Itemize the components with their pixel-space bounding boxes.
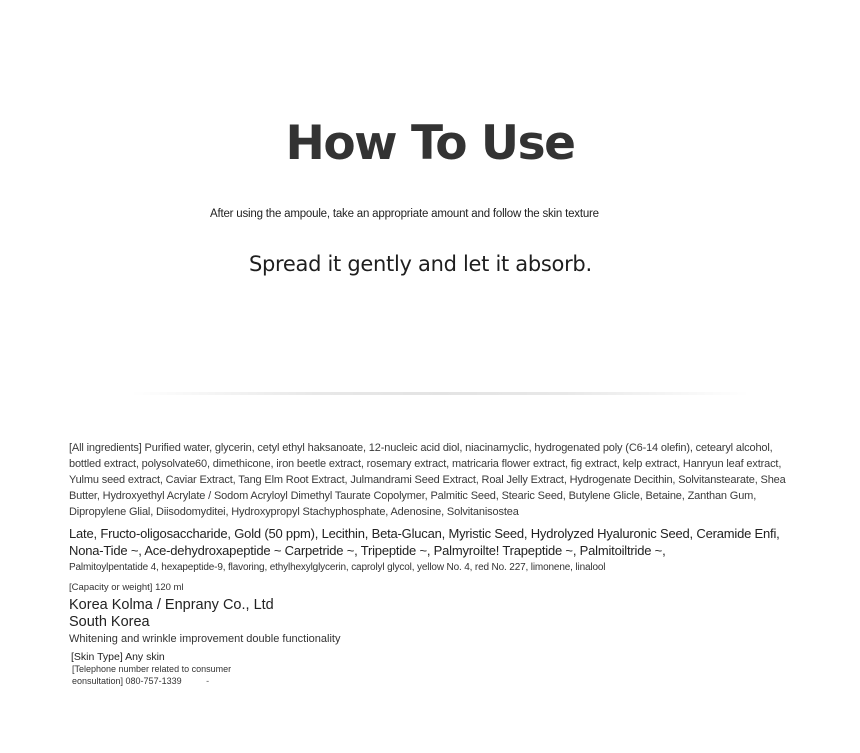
- usage-instruction-line-2: Spread it gently and let it absorb.: [249, 252, 592, 276]
- country-of-origin: South Korea: [69, 614, 150, 630]
- ingredients-list: [All ingredients] Purified water, glycerin, cetyl ethyl haksanoate, 12-nucleic acid diol, niacinamyclic, hydrogenated poly (C6-14 olefin), cetearyl alcohol, bottled extract, polysolvate60, dimethicone, iron beetle extract, rosemary extract, matricaria flower extract, fig extract, kelp extract, Hanryun leaf extract, Yulmu seed extract, Caviar Extract, Tang Elm Root Extract, Julmandrami Seed Extract, Roal Jelly Extract, Hydrogenate Decithin, Solvitanstearate, Shea Butter, Hydroxyethyl Acrylate / Sodom Acryloyl Dimethyl Taurate Copolymer, Palmitic Seed, Stearic Seed, Butylene Glicle, Betaine, Zanthan Gum, Dipropylene Glial, Diisodomyditei, Hydroxypropyl Stachyphosphate, Adenosine, Solvitanisostea: [69, 442, 786, 518]
- functionality-info: Whitening and wrinkle improvement double functionality: [69, 633, 341, 645]
- telephone-info-line-2: [72, 676, 209, 686]
- telephone-info-line-1: [Telephone number related to consumer: [72, 664, 232, 674]
- usage-instruction-line-1: After using the ampoule, take an appropriate amount and follow the skin texture: [210, 208, 599, 220]
- page-title: How To Use: [285, 116, 575, 171]
- ingredients-list-continued: Late, Fructo-oligosaccharide, Gold (50 ppm), Lecithin, Beta-Glucan, Myristic Seed, Hydrolyzed Hyaluronic Seed, Ceramide Enfi, Nona-Tide ~, Ace-dehydroxapeptide ~ Carpetride ~, Tripeptide ~, Palmyroilte! Trapeptide ~, Palmitoiltride ~,: [69, 526, 780, 558]
- manufacturer-name: Korea Kolma / Enprany Co., Ltd: [69, 597, 274, 613]
- telephone-number-text: eonsultation] 080-757-1339: [72, 676, 182, 686]
- capacity-info: [Capacity or weight] 120 ml: [69, 582, 184, 593]
- section-divider: [130, 392, 750, 395]
- skin-type-info: [Skin Type] Any skin: [71, 651, 165, 663]
- ingredients-list-end: Palmitoylpentatide 4, hexapeptide-9, flavoring, ethylhexylglycerin, caprolyl glycol, yellow No. 4, red No. 227, limonene, linalool: [69, 562, 606, 573]
- trailing-dash-mark: -: [206, 676, 210, 686]
